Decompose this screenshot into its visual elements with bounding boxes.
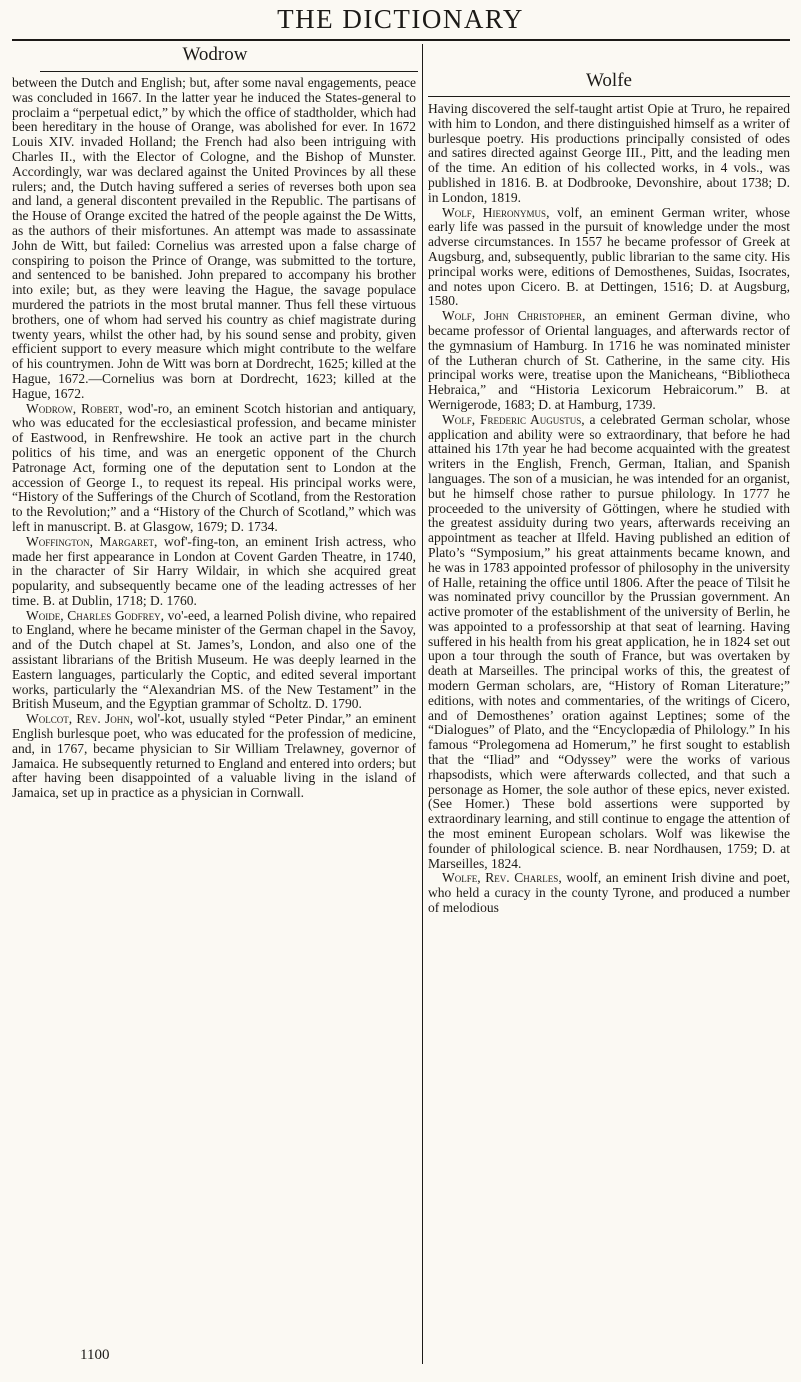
entry-body: Having discovered the self-taught artist Opie at Truro, he repaired with him to London, and there distinguished himself as a writer of burlesque poetry. His productions principally consisted of odes and satires directed against George III., Pitt, and the leading men of the time. An edition of his collected works, in 4 vols., was published in 1816. B. at Dodbrooke, Devonshire, about 1738; D. in London, 1819. bbox=[428, 101, 790, 205]
left-column-header: Wodrow bbox=[182, 44, 248, 65]
entry-woide bbox=[12, 609, 416, 713]
entry-headword: Wodrow, Robert, bbox=[26, 400, 123, 416]
header-rule bbox=[12, 39, 790, 41]
entry-body: a celebrated German scholar, whose application and ability were so extraordinary, that before he had attained his 17th year he had become acquainted with the greatest writers in the English, French, German, Italian, and Spanish languages. The son of a musician, he was intended for an organist, but he himself chose rather to pursue philology. In 1777 he proceeded to the university of Göttingen, where he studied with the greatest assiduity during two years, afterwards receiving an appointment as teacher at Ilfeld. Having published an edition of Plato’s “Symposium,” his great attainments became known, and he was in 1783 appointed professor of philosophy in the university of Halle, retaining the office until 1806. After the peace of Tilsit he was nominated privy councillor by the Prussian government. An active promoter of the establishment of the university of Berlin, he was appointed to a professorship at that seat of learning. Having suffered in his health from his great application, he in 1824 set out upon a tour through the south of France, but was overtaken by death at Marseilles. The principal works of this, the greatest of modern German scholars, are, “History of Roman Literature;” editions, with notes and commentaries, of the writings of Cicero, and of Demosthenes’ oration against Leptines; some of the “Dialogues” of Plato, and the “Encyclopædia of Philology.” In his famous “Prolegomena ad Homerum,” he first sought to establish that the “Iliad” and “Odyssey” were the works of various rhapsodists, which were afterwards collected, and that such a personage as Homer, the sole author of these epics, never existed. (See Homer.) These bold assertions were supported by extraordinary learning, and still continue to engage the attention of the most eminent European scholars. Wolf was likewise the founder of philological science. B. near Nordhausen, 1759; D. at Marseilles, 1824. bbox=[428, 411, 790, 871]
entry-headword: Wolf, Frederic Augustus, bbox=[442, 411, 585, 427]
right-column bbox=[428, 102, 790, 916]
entry-wolf-hieronymus bbox=[428, 206, 790, 310]
column-divider bbox=[422, 44, 423, 1364]
left-header-rule bbox=[40, 71, 418, 72]
entry-wodrow bbox=[12, 402, 416, 535]
entry-wolf-john-christopher bbox=[428, 309, 790, 413]
entry-body: an eminent German divine, who became professor of Oriental languages, and afterwards rector of the gymnasium of Hamburg. In 1716 he was nominated minister of the Lutheran church of St. Catherine, in the same city. His principal works were, treatise upon the Manicheans, “Bibliotheca Hebraica,” and “Historia Lexicorum Hebraicorum.” B. at Wernigerode, 1683; D. at Hamburg, 1739. bbox=[428, 308, 790, 412]
page-number: 1100 bbox=[80, 1347, 110, 1363]
entry-woffington bbox=[12, 535, 416, 609]
entry-body: wod'-ro, an eminent Scotch historian and antiquary, who was educated for the ecclesiastical profession, and became minister of Eastwood, in Renfrewshire. He took an active part in the church politics of his time, and was an energetic opponent of the Church Patronage Act, forming one of the deputation sent to London at the accession of George I., to request its repeal. His principal works were, “History of the Sufferings of the Church of Scotland, from the Restoration to the Revolution;” and a “History of the Church of Scotland,” which was left in manuscript. B. at Glasgow, 1679; D. 1734. bbox=[12, 400, 417, 534]
left-column bbox=[12, 76, 416, 801]
entry-wolfe-charles bbox=[428, 871, 790, 915]
entry-body: woolf, an eminent Irish divine and poet, who held a curacy in the county Tyrone, and produced a number of melodious bbox=[428, 870, 790, 916]
entry-body: wol'-kot, usually styled “Peter Pindar,” an eminent English burlesque poet, who was educated for the profession of medicine, and, in 1767, became physician to Sir William Trelawney, governor of Jamaica. He subsequently returned to England and entered into orders; but after having been disappointed of a valuable living in the island of Jamaica, set up in practice as a physician in Cornwall. bbox=[12, 711, 416, 801]
right-header-rule bbox=[428, 96, 790, 97]
entry-headword: Wolcot, Rev. John, bbox=[26, 711, 134, 727]
entry-body: vo'-eed, a learned Polish divine, who repaired to England, where he became minister of the German chapel in the Savoy, and of the Dutch chapel at St. James’s, London, and also one of the assistant librarians of the British Museum. He was deeply learned in the Eastern languages, particularly the Coptic, and edited several important works, particularly the “Alexandrian MS. of the New Testament” in the British Museum, and the Egyptian grammar of Scholtz. D. 1790. bbox=[12, 607, 416, 712]
entry-body: between the Dutch and English; but, after some naval engagements, peace was concluded in 1667. In the latter year he induced the States-general to proclaim a “perpetual edict,” by which the office of stadtholder, which had been hereditary in the house of Orange, was abolished for ever. In 1672 Louis XIV. invaded Holland; the French had also been intriguing with Charles II., with the Elector of Cologne, and the Bishop of Munster. Accordingly, war was declared against the United Provinces by all these rulers; and, the Dutch having suffered a series of reverses both upon sea and land, a general discontent prevailed in the Republic. The partisans of the House of Orange excited the hatred of the people against the De Witts, as the authors of their misfortunes. An attempt was made to assassinate John de Witt, but failed: Cornelius was arrested upon a false charge of conspiring to poison the Prince of Orange, was submitted to the torture, and sentenced to be banished. John prepared to accompany his brother into exile; but, as they were leaving the Hague, the savage populace murdered the patriots in the most brutal manner. Thus fell these virtuous brothers, one of whom had served his country as chief magistrate during twenty years, whilst the other had, by his sound sense and probity, given efficient support to every measure which might contribute to the welfare of his countrymen. John de Witt was born at Dordrecht, 1625; killed at the Hague, 1672.—Cornelius was born at Dordrecht, 1623; killed at the Hague, 1672. bbox=[12, 75, 416, 401]
entry-continuation bbox=[12, 76, 416, 402]
right-column-header: Wolfe bbox=[586, 70, 632, 91]
entry-headword: Wolf, John Christopher, bbox=[442, 308, 586, 324]
entry-body: wof'-fing-ton, an eminent Irish actress, who made her first appearance in London at Covent Garden Theatre, in 1740, in the character of Sir Harry Wildair, in which she acquired great popularity, and subsequently became one of the leading actresses of her time. B. at Dublin, 1718; D. 1760. bbox=[12, 533, 416, 608]
entry-headword: Woide, Charles Godfrey, bbox=[26, 607, 164, 623]
entry-headword: Woffington, Margaret, bbox=[26, 533, 158, 549]
entry-wolcot bbox=[12, 712, 416, 801]
entry-body: volf, an eminent German writer, whose early life was passed in the pursuit of knowledge under the most adverse circumstances. In 1557 he became professor of Greek at Augsburg, and, subsequently, public librarian to the same city. His principal works were, editions of Demosthenes, Suidas, Isocrates, and notes upon Cicero. B. at Dettingen, 1516; D. at Augsburg, 1580. bbox=[428, 204, 790, 309]
page-title: THE DICTIONARY bbox=[277, 4, 524, 34]
entry-headword: Wolfe, Rev. Charles, bbox=[442, 870, 562, 886]
entry-continuation bbox=[428, 102, 790, 206]
entry-headword: Wolf, Hieronymus, bbox=[442, 204, 550, 220]
entry-wolf-frederic-augustus bbox=[428, 413, 790, 872]
